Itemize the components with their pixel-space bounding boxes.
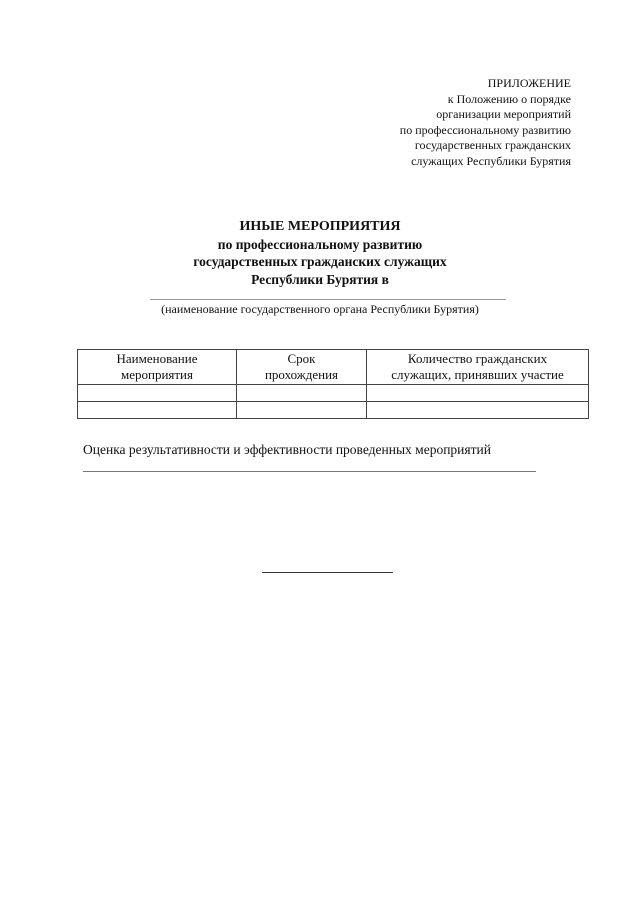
header-participants [367, 350, 589, 385]
appendix-line: к Положению о порядке [447, 91, 571, 106]
table-header-row [78, 350, 589, 385]
header-event-name [78, 350, 237, 385]
organization-name-line [150, 299, 506, 300]
assessment-label: Оценка результативности и эффективности проведенных мероприятий [83, 442, 491, 457]
appendix-block [400, 76, 571, 169]
header-text: Срок [287, 351, 316, 366]
table-cell [237, 385, 367, 402]
events-table [77, 349, 589, 419]
header-text: Наименование [116, 351, 198, 366]
table-row [78, 402, 589, 419]
title-line: Республики Бурятия в [251, 271, 389, 287]
table-cell [367, 402, 589, 419]
table-cell [367, 385, 589, 402]
header-text: мероприятия [120, 367, 193, 382]
appendix-line: ПРИЛОЖЕНИЕ [487, 76, 571, 90]
appendix-line: служащих Республики Бурятия [411, 153, 571, 168]
table-row [78, 385, 589, 402]
header-text: Количество гражданских [407, 351, 548, 366]
assessment-line [83, 471, 536, 472]
appendix-line: государственных гражданских [414, 138, 571, 152]
title-line: государственных гражданских служащих [193, 254, 447, 269]
appendix-line: организации мероприятий [436, 107, 571, 121]
title-line: по профессиональному развитию [217, 236, 423, 252]
signature-line [262, 572, 393, 573]
table-cell [237, 402, 367, 419]
header-text: прохождения [264, 367, 339, 382]
table-cell [78, 385, 237, 402]
document-title [0, 218, 640, 288]
title-main: ИНЫЕ МЕРОПРИЯТИЯ [239, 219, 401, 234]
table-cell [78, 402, 237, 419]
appendix-line: по профессиональному развитию [399, 122, 571, 137]
header-text: служащих, принявших участие [391, 367, 564, 382]
header-period [237, 350, 367, 385]
organization-caption: (наименование государственного органа Республики Бурятия) [161, 302, 479, 316]
